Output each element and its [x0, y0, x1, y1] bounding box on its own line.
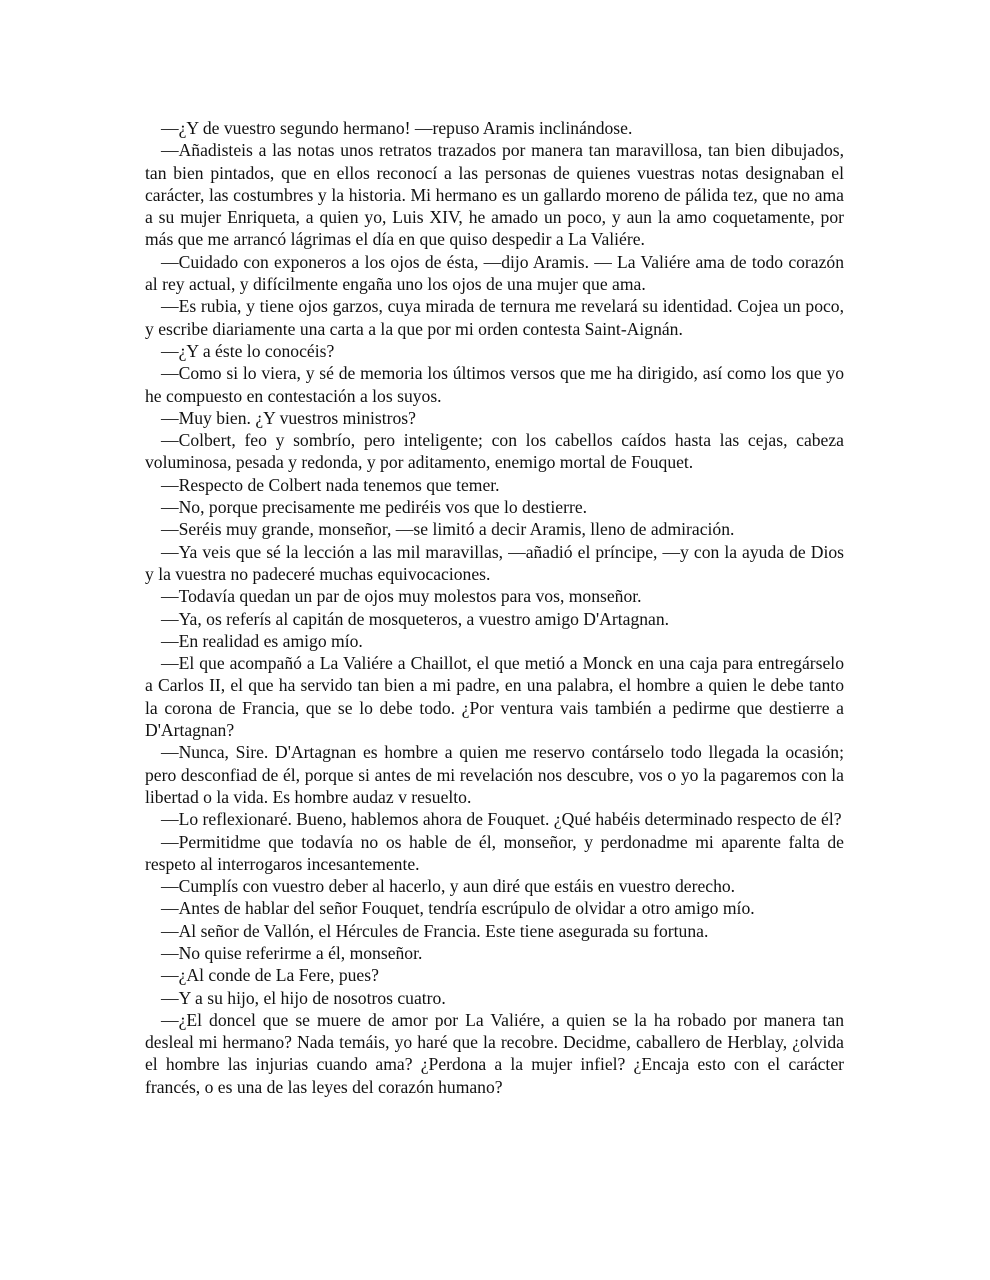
paragraph: —No quise referirme a él, monseñor. — [161, 942, 423, 963]
document-page — [145, 117, 844, 1098]
paragraph: —El que acompañó a La Valiére a Chaillot, el que metió a Monck en una caja para entregárselo a Carlos II, el que ha servido tan bien a mi padre, en una palabra, el hombre a quien le debe tanto la corona de Francia, que se lo debe todo. ¿Por ventura vais también a pedirme que destierre a D'Artagnan? — [145, 653, 844, 741]
paragraph: —¿Al conde de La Fere, pues? — [161, 965, 379, 986]
paragraph: —Lo reflexionaré. Bueno, hablemos ahora de Fouquet. ¿Qué habéis determinado respecto de él? — [161, 809, 842, 830]
paragraph: —En realidad es amigo mío. — [161, 630, 363, 651]
paragraph: —Añadisteis a las notas unos retratos trazados por manera tan maravillosa, tan bien dibujados, tan bien pintados, que en ellos reconocí a las personas de quienes vuestras notas designaban el carácter, las costumbres y la historia. Mi hermano es un gallardo moreno de pálida tez, que no ama a su mujer Enriqueta, a quien yo, Luis XIV, he amado un poco, y aun la amo coquetamente, por más que me arrancó lágrimas el día en que quiso despedir a La Valiére. — [145, 140, 844, 250]
paragraph: —¿Y de vuestro segundo hermano! —repuso Aramis inclinándose. — [161, 118, 633, 138]
paragraph: —Al señor de Vallón, el Hércules de Francia. Este tiene asegurada su fortuna. — [161, 920, 709, 941]
paragraph: —Permitidme que todavía no os hable de él, monseñor, y perdonadme mi aparente falta de respeto al interrogaros incesantemente. — [145, 831, 844, 874]
paragraph: —Ya, os referís al capitán de mosqueteros, a vuestro amigo D'Artagnan. — [161, 608, 670, 629]
paragraph: —Como si lo viera, y sé de memoria los últimos versos que me ha dirigido, así como los que yo he compuesto en contestación a los suyos. — [145, 363, 844, 406]
paragraph: —No, porque precisamente me pediréis vos que lo destierre. — [161, 497, 588, 518]
paragraph: —Cumplís con vuestro deber al hacerlo, y aun diré que estáis en vuestro derecho. — [161, 876, 736, 897]
paragraph: —Antes de hablar del señor Fouquet, tendría escrúpulo de olvidar a otro amigo mío. — [161, 898, 755, 919]
paragraph: —Seréis muy grande, monseñor, —se limitó a decir Aramis, lleno de admiración. — [161, 519, 735, 540]
paragraph: —Es rubia, y tiene ojos garzos, cuya mirada de ternura me revelará su identidad. Cojea un poco, y escribe diariamente una carta a la que por mi orden contesta Saint-Aignán. — [145, 296, 844, 339]
paragraph: —Ya veis que sé la lección a las mil maravillas, —añadió el príncipe, —y con la ayuda de Dios y la vuestra no padeceré muchas equivocaciones. — [145, 541, 844, 584]
paragraph: —¿El doncel que se muere de amor por La Valiére, a quien se la ha robado por manera tan desleal mi hermano? Nada temáis, yo haré que la recobre. Decidme, caballero de Herblay, ¿olvida el hombre las injurias cuando ama? ¿Perdona a la mujer infiel? ¿Encaja esto con el carácter francés, o es una de las leyes del corazón humano? — [145, 1009, 844, 1097]
paragraph: —¿Y a éste lo conocéis? — [161, 340, 335, 361]
paragraph: —Muy bien. ¿Y vuestros ministros? — [161, 407, 416, 428]
paragraph: —Todavía quedan un par de ojos muy molestos para vos, monseñor. — [161, 586, 642, 607]
paragraph: —Colbert, feo y sombrío, pero inteligente; con los cabellos caídos hasta las cejas, cabeza voluminosa, pesada y redonda, y por aditamento, enemigo mortal de Fouquet. — [145, 430, 844, 473]
paragraph: —Cuidado con exponeros a los ojos de ésta, —dijo Aramis. — La Valiére ama de todo corazón al rey actual, y difícilmente engaña uno los ojos de una mujer que ama. — [145, 251, 844, 295]
paragraph: —Y a su hijo, el hijo de nosotros cuatro. — [161, 987, 446, 1008]
paragraph: —Nunca, Sire. D'Artagnan es hombre a quien me reservo contárselo todo llegada la ocasión; pero desconfiad de él, porque si antes de mi revelación nos descubre, vos o yo la pagaremos con la libertad o la vida. Es hombre audaz v resuelto. — [145, 742, 844, 807]
paragraph: —Respecto de Colbert nada tenemos que temer. — [161, 474, 500, 495]
